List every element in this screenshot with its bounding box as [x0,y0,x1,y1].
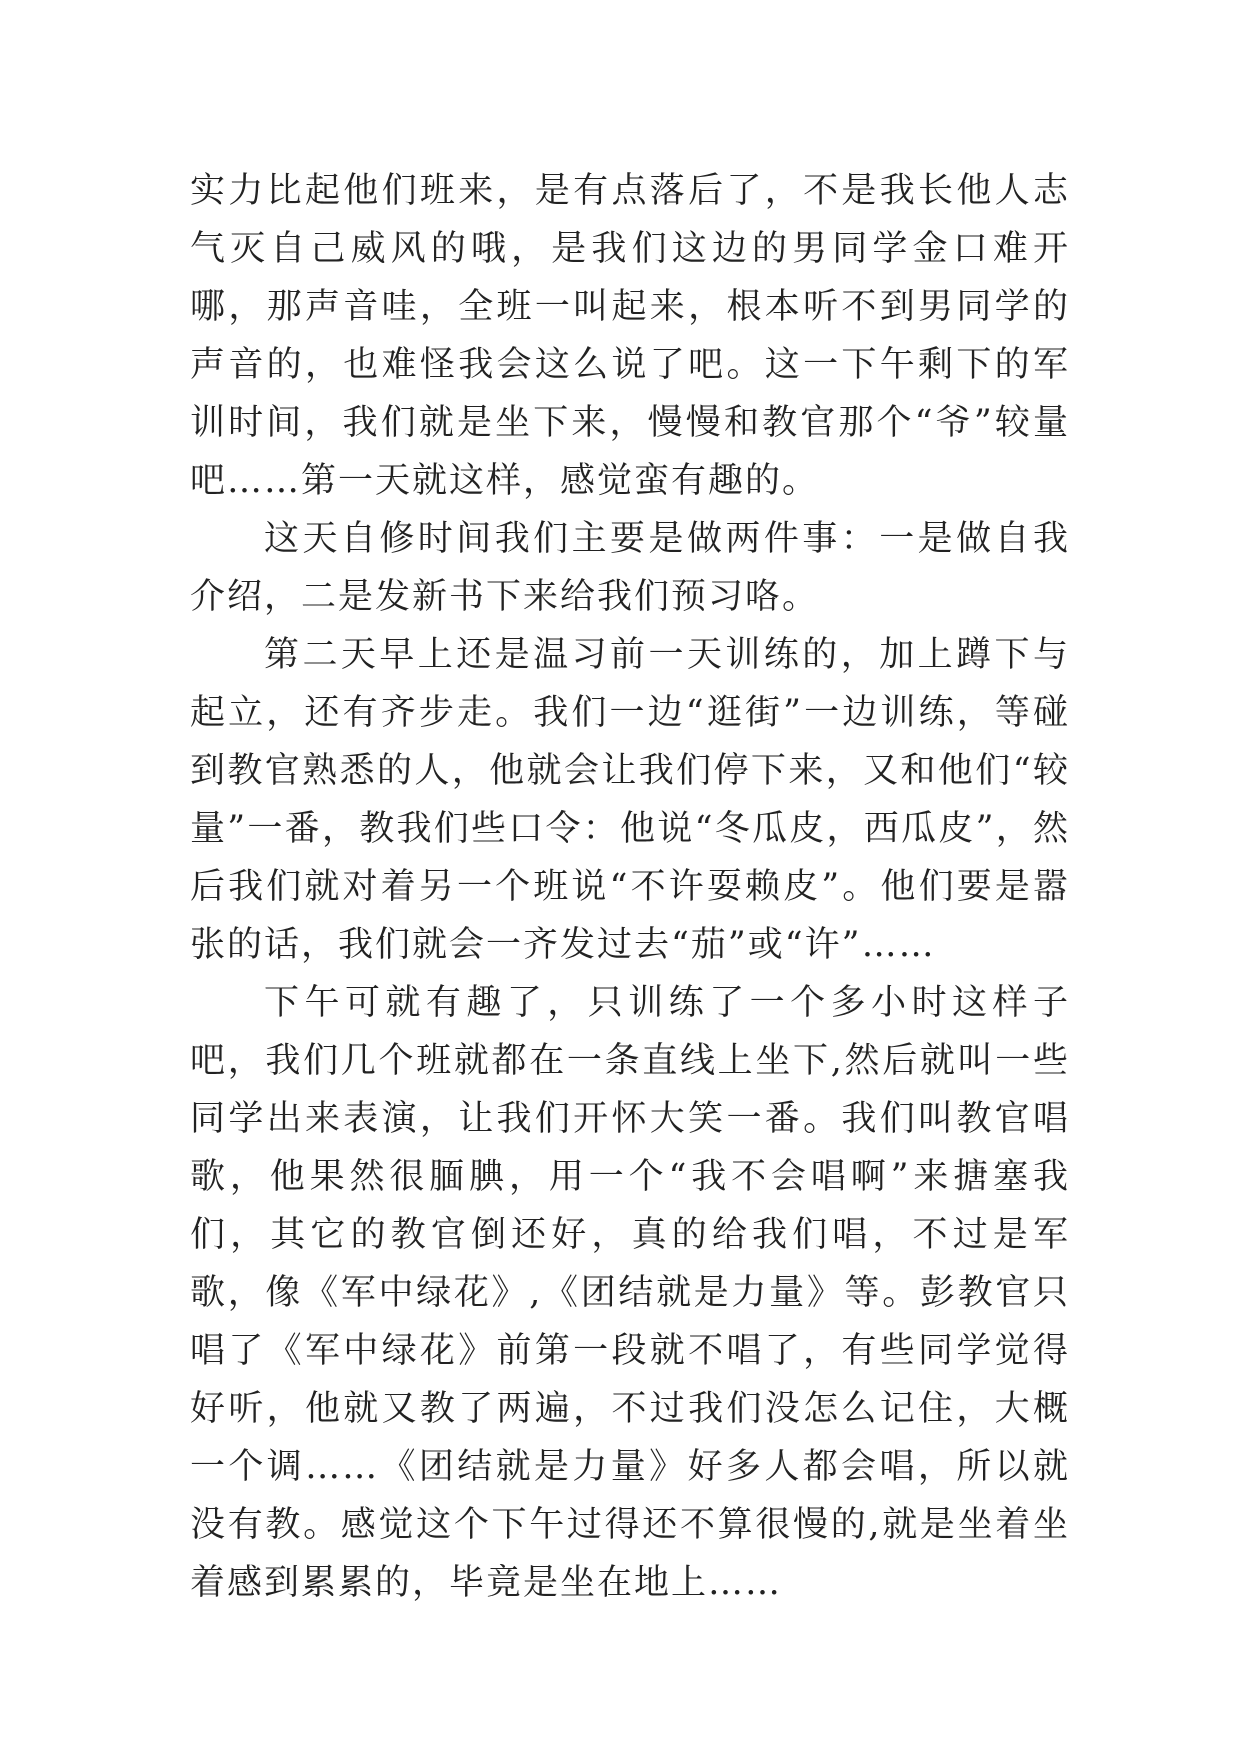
body-text [190,162,1070,1612]
paragraph-4: 下午可就有趣了，只训练了一个多小时这样子吧，我们几个班就都在一条直线上坐下,然后就叫一些同学出来表演，让我们开怀大笑一番。我们叫教官唱歌，他果然很腼腆，用一个“我不会唱啊”来搪塞我们，其它的教官倒还好，真的给我们唱，不过是军歌，像《军中绿花》,《团结就是力量》等。彭教官只唱了《军中绿花》前第一段就不唱了，有些同学觉得好听，他就又教了两遍，不过我们没怎么记住，大概一个调……《团结就是力量》好多人都会唱，所以就没有教。感觉这个下午过得还不算很慢的,就是坐着坐着感到累累的，毕竟是坐在地上…… [190,983,1070,1603]
paragraph-2: 这天自修时间我们主要是做两件事：一是做自我介绍，二是发新书下来给我们预习咯。 [190,519,1070,617]
paragraph-1: 实力比起他们班来，是有点落后了，不是我长他人志气灭自己威风的哦，是我们这边的男同学金口难开哪，那声音哇，全班一叫起来，根本听不到男同学的声音的，也难怪我会这么说了吧。这一下午剩下的军训时间，我们就是坐下来，慢慢和教官那个“爷”较量吧……第一天就这样，感觉蛮有趣的。 [190,171,1070,501]
paragraph-3: 第二天早上还是温习前一天训练的，加上蹲下与起立，还有齐步走。我们一边“逛街”一边训练，等碰到教官熟悉的人，他就会让我们停下来，又和他们“较量”一番，教我们些口令：他说“冬瓜皮，西瓜皮”，然后我们就对着另一个班说“不许耍赖皮”。他们要是嚣张的话，我们就会一齐发过去“茄”或“许”…… [190,635,1070,965]
